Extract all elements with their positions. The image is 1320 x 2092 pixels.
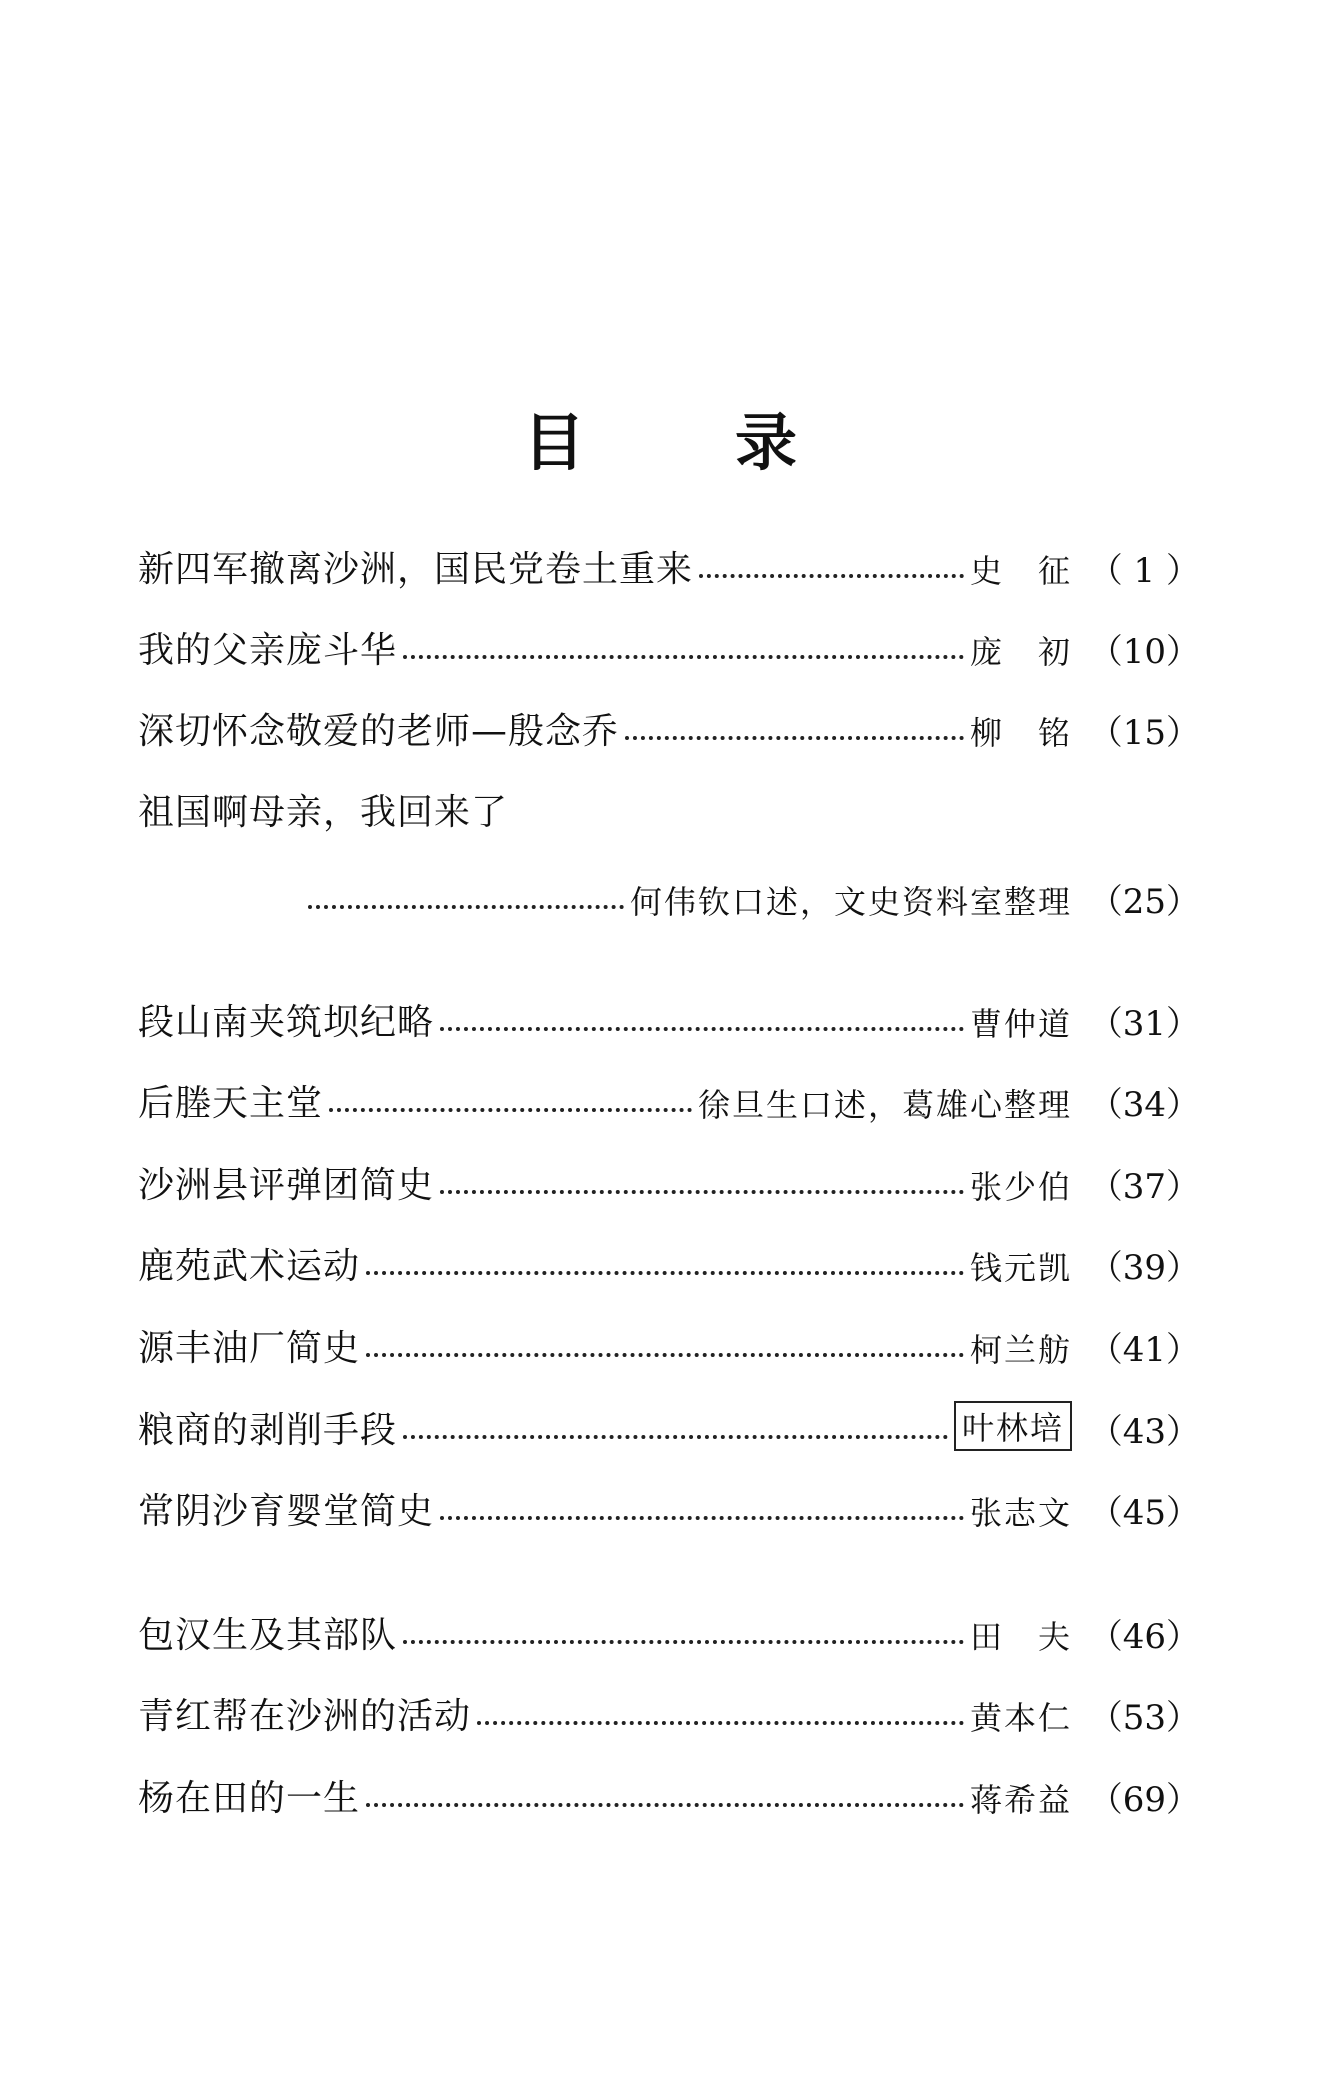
- leader-dots: [625, 735, 964, 740]
- entry-author: 庞 初: [969, 633, 1072, 671]
- leader-dots: [440, 1189, 964, 1194]
- leader-dots: [477, 1720, 964, 1725]
- entry-page: （34）: [1088, 1085, 1200, 1125]
- entry-title: 沙洲县评弹团简史: [138, 1165, 435, 1206]
- entry-page: （15）: [1088, 713, 1200, 753]
- toc-entry[interactable]: [138, 532, 1200, 592]
- entry-page: （43）: [1088, 1412, 1200, 1452]
- entry-title: 包汉生及其部队: [138, 1615, 398, 1656]
- entry-page: （69）: [1088, 1780, 1200, 1820]
- entry-author: 柯兰舫: [969, 1331, 1072, 1369]
- title-char-2: 录: [735, 406, 798, 479]
- entry-title: 源丰油厂简史: [138, 1328, 361, 1369]
- leader-dots: [403, 654, 964, 659]
- entry-page: （46）: [1088, 1617, 1200, 1657]
- toc-entry[interactable]: [138, 1066, 1200, 1126]
- entry-title: 鹿苑武术运动: [138, 1246, 361, 1287]
- entry-title: 粮商的剥削手段: [138, 1410, 398, 1451]
- toc-entry[interactable]: [138, 613, 1200, 673]
- entry-author: 何伟钦口述，文史资料室整理: [629, 883, 1072, 921]
- entry-page: （41）: [1088, 1330, 1200, 1370]
- entry-title: 常阴沙育婴堂简史: [138, 1491, 435, 1532]
- entry-title: 新四军撤离沙洲，国民党卷土重来: [138, 549, 694, 590]
- entry-page: （53）: [1088, 1698, 1200, 1738]
- leader-dots: [699, 573, 964, 578]
- entry-author: 柳 铭: [969, 714, 1072, 752]
- entry-title: 青红帮在沙洲的活动: [138, 1696, 472, 1737]
- entry-title: 后塍天主堂: [138, 1083, 324, 1124]
- entry-page: （45）: [1088, 1493, 1200, 1533]
- entry-page: （31）: [1088, 1004, 1200, 1044]
- entry-author: 叶林培: [954, 1401, 1072, 1451]
- toc-entry[interactable]: [138, 1474, 1200, 1534]
- leader-dots: [366, 1352, 964, 1357]
- toc-entry[interactable]: [138, 694, 1200, 754]
- toc-entry[interactable]: [138, 1679, 1200, 1739]
- leader-dots: [329, 1107, 692, 1112]
- leader-dots: [366, 1270, 964, 1275]
- leader-dots: [366, 1802, 964, 1807]
- entry-author: 史 征: [969, 552, 1072, 590]
- entry-author: 张少伯: [969, 1168, 1072, 1206]
- toc-entry[interactable]: [138, 1393, 1200, 1453]
- entry-title: 段山南夹筑坝纪略: [138, 1002, 435, 1043]
- toc-entry[interactable]: [138, 1761, 1200, 1821]
- leader-dots: [440, 1515, 964, 1520]
- toc-entry[interactable]: [138, 985, 1200, 1045]
- toc-entry[interactable]: [138, 775, 1200, 835]
- title-char-1: 目: [522, 406, 585, 479]
- entry-title: 深切怀念敬爱的老师—殷念乔: [138, 711, 620, 752]
- entry-title: 杨在田的一生: [138, 1778, 361, 1819]
- entry-author: 黄本仁: [969, 1699, 1072, 1737]
- entry-author: 张志文: [969, 1494, 1072, 1532]
- toc-entry[interactable]: [138, 1148, 1200, 1208]
- toc-entry-continuation[interactable]: [138, 863, 1200, 923]
- leader-dots: [308, 904, 624, 909]
- leader-dots: [403, 1639, 964, 1644]
- toc-entry[interactable]: [138, 1311, 1200, 1371]
- entry-author: 钱元凯: [969, 1249, 1072, 1287]
- entry-author: 蒋希益: [969, 1781, 1072, 1819]
- entry-title: 祖国啊母亲，我回来了: [138, 792, 509, 833]
- entry-page: （10）: [1088, 632, 1200, 672]
- entry-page: （ 1 ）: [1088, 551, 1200, 591]
- leader-dots: [403, 1434, 948, 1439]
- entry-page: （37）: [1088, 1167, 1200, 1207]
- leader-dots: [440, 1026, 964, 1031]
- toc-entry[interactable]: [138, 1229, 1200, 1289]
- entry-page: （39）: [1088, 1248, 1200, 1288]
- entry-page: （25）: [1088, 882, 1200, 922]
- entry-title: 我的父亲庞斗华: [138, 630, 398, 671]
- entry-author: 田 夫: [969, 1618, 1072, 1656]
- entry-author: 曹仲道: [969, 1005, 1072, 1043]
- entry-author: 徐旦生口述，葛雄心整理: [697, 1086, 1072, 1124]
- toc-entry[interactable]: [138, 1598, 1200, 1658]
